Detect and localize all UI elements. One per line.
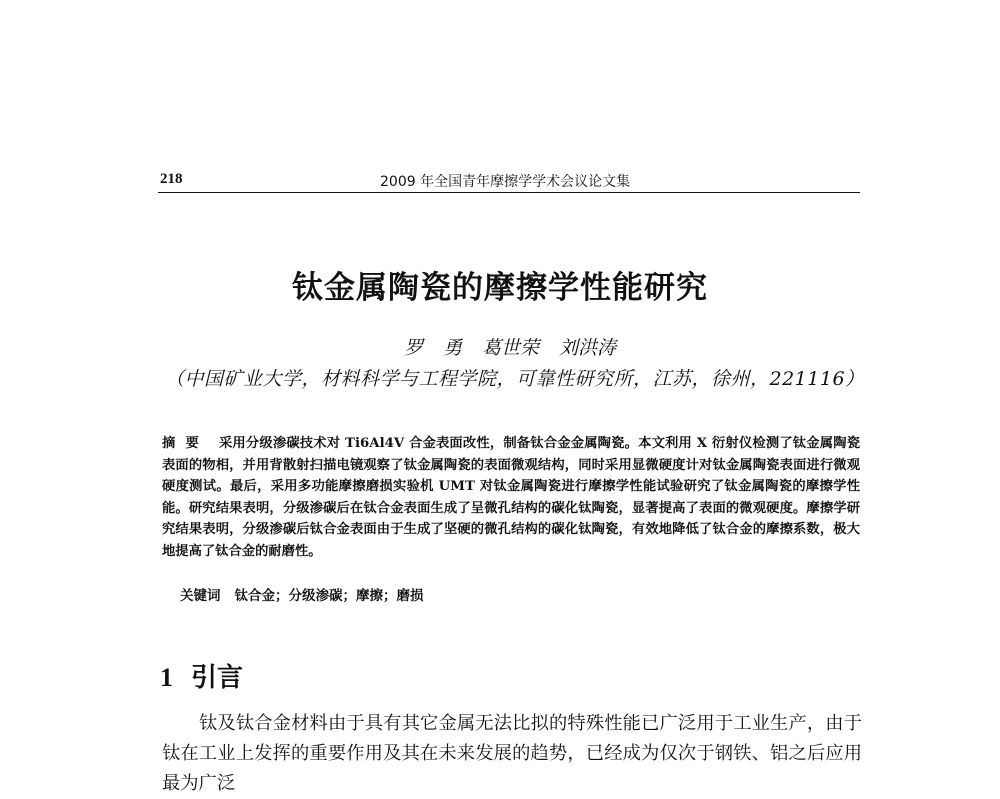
keywords-text: 钛合金；分级渗碳；摩擦；磨损 [234,588,424,604]
authors: 罗 勇 葛世荣 刘洪涛 [403,337,617,359]
section-title: 引言 [191,663,244,693]
body-paragraph: 钛及钛合金材料由于具有其它金属无法比拟的特殊性能已广泛用于工业生产，由于钛在工业上发挥的重要作用及其在未来发展的趋势，已经成为仅次于钢铁、铝之后应用最为广泛 [162,713,862,794]
header-rule [158,192,860,193]
abstract-label: 摘要 [162,436,209,451]
page-number: 218 [160,171,183,187]
running-header: 2009 年全国青年摩擦学学术会议论文集 [380,174,631,190]
section-heading [160,657,243,694]
abstract [162,433,860,563]
keywords-label: 关键词 [180,588,221,604]
paper-title: 钛金属陶瓷的摩擦学性能研究 [292,270,708,306]
keywords [180,584,424,604]
section-number: 1 [160,663,173,692]
abstract-text: 采用分级渗碳技术对 Ti6Al4V 合金表面改性，制备钛合金金属陶瓷。本文利用 X 衍射仪检测了钛金属陶瓷表面的物相，并用背散射扫描电镜观察了钛金属陶瓷的表面微观结构，同时采用显微硬度计对钛金属陶瓷表面进行微观硬度测试。最后，采用多功能摩擦磨损实验机 UMT 对钛金属陶瓷进行摩擦学性能试验研究了钛金属陶瓷的摩擦学性能。研究结果表明，分级渗碳后在钛合金表面生成了呈微孔结构的碳化钛陶瓷，显著提高了表面的微观硬度。摩擦学研究结果表明，分级渗碳后钛合金表面由于生成了坚硬的微孔结构的碳化钛陶瓷，有效地降低了钛合金的摩擦系数，极大地提高了钛合金的耐磨性。 [162,436,860,559]
affiliation: （中国矿业大学，材料科学与工程学院，可靠性研究所，江苏，徐州，221116） [165,368,865,390]
